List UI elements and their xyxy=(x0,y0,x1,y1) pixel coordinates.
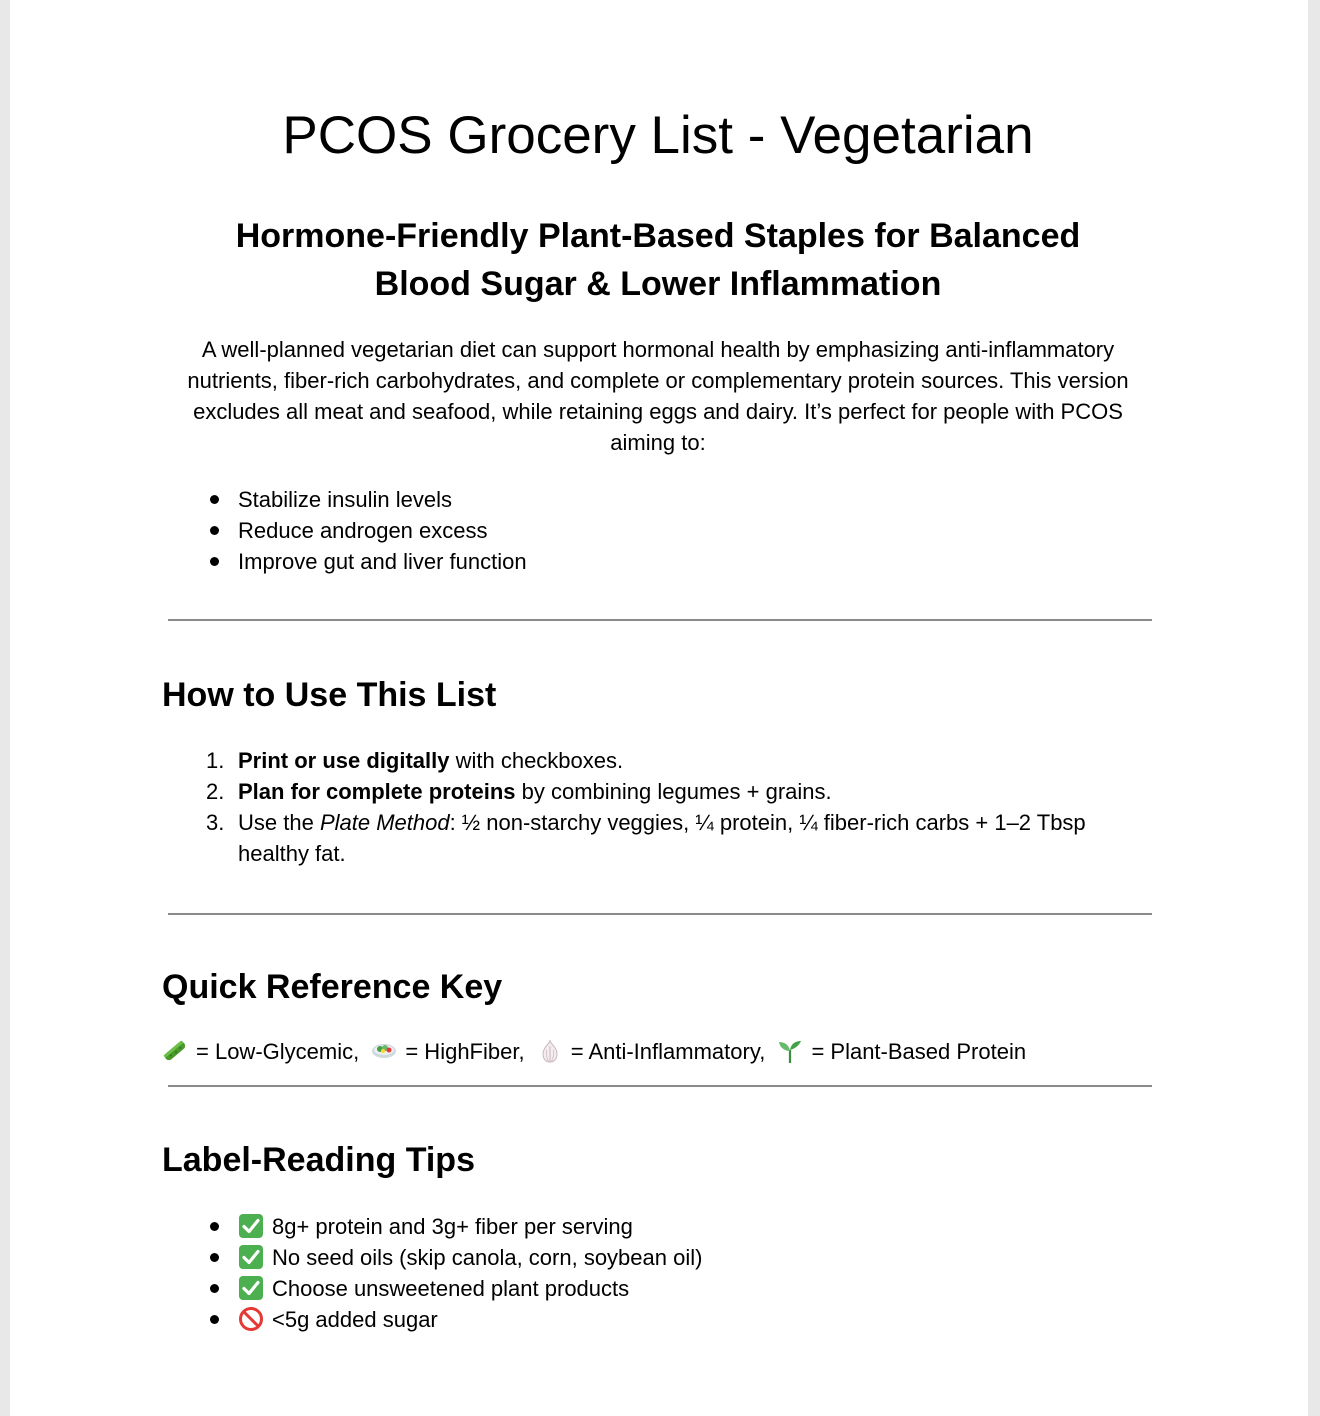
bullet-icon xyxy=(210,1284,219,1293)
bullet-icon xyxy=(210,1253,219,1262)
how-to-use-steps xyxy=(162,745,1154,869)
list-item xyxy=(162,1211,1154,1242)
goals-list xyxy=(162,484,1154,577)
bullet-icon xyxy=(210,1315,219,1324)
reference-key-label: = Low-Glycemic, xyxy=(196,1039,360,1064)
label-tips-list xyxy=(162,1211,1154,1335)
bullet-icon xyxy=(210,557,219,566)
list-item xyxy=(162,515,1154,546)
reference-key-line xyxy=(162,1036,1026,1067)
goal-text: Improve gut and liver function xyxy=(238,549,527,574)
intro-paragraph: A well-planned vegetarian diet can support hormonal health by emphasizing anti-inflammatory nutrients, fiber-rich carbohydrates, and complete or complementary protein sources. This version excludes all meat and seafood, while retaining eggs and dairy. It’s perfect for people with PCOS aiming to: xyxy=(187,337,1129,455)
horizontal-rule xyxy=(168,913,1152,915)
reference-key-label: = Anti-Inflammatory, xyxy=(570,1039,766,1064)
check-mark-icon xyxy=(238,1275,264,1301)
goal-text: Reduce androgen excess xyxy=(238,518,488,543)
step-text: : ½ non-starchy veggies, ¼ protein, ¼ fiber-rich carbs + 1–2 Tbsp healthy fat. xyxy=(238,810,1086,866)
document-title: PCOS Grocery List - Vegetarian xyxy=(282,106,1034,165)
list-item xyxy=(162,745,1154,776)
seedling-icon xyxy=(777,1038,803,1064)
tip-text: <5g added sugar xyxy=(272,1307,438,1332)
bullet-icon xyxy=(210,526,219,535)
list-item xyxy=(162,546,1154,577)
bullet-icon xyxy=(210,1222,219,1231)
goal-text: Stabilize insulin levels xyxy=(238,487,452,512)
list-item xyxy=(162,1242,1154,1273)
list-item xyxy=(162,484,1154,515)
step-number: 2. xyxy=(206,779,225,804)
how-to-use-heading: How to Use This List xyxy=(162,676,497,714)
reference-key-label: = HighFiber, xyxy=(405,1039,525,1064)
list-item xyxy=(162,1273,1154,1304)
horizontal-rule xyxy=(168,619,1152,621)
step-text: with checkboxes. xyxy=(449,748,624,773)
horizontal-rule xyxy=(168,1085,1152,1087)
list-item xyxy=(162,776,1154,807)
check-mark-icon xyxy=(238,1213,264,1239)
list-item xyxy=(162,807,1154,869)
step-number: 3. xyxy=(206,810,225,835)
quick-reference-heading: Quick Reference Key xyxy=(162,968,503,1006)
tip-text: No seed oils (skip canola, corn, soybean oil) xyxy=(272,1245,703,1270)
step-text: by combining legumes + grains. xyxy=(515,779,832,804)
prohibited-icon xyxy=(238,1306,264,1332)
document-subtitle: Hormone-Friendly Plant-Based Staples for Balanced Blood Sugar & Lower Inflammation xyxy=(235,217,1081,303)
step-prefix-text: Use the xyxy=(238,810,320,835)
bullet-icon xyxy=(210,495,219,504)
salad-icon xyxy=(371,1038,397,1064)
cucumber-icon xyxy=(162,1038,188,1064)
tip-text: 8g+ protein and 3g+ fiber per serving xyxy=(272,1214,633,1239)
reference-key-label: = Plant-Based Protein xyxy=(811,1039,1027,1064)
label-reading-heading: Label-Reading Tips xyxy=(162,1141,475,1179)
tip-text: Choose unsweetened plant products xyxy=(272,1276,630,1301)
step-bold-text: Plan for complete proteins xyxy=(238,779,516,804)
step-italic-text: Plate Method xyxy=(319,810,450,835)
garlic-icon xyxy=(537,1038,563,1064)
document-page xyxy=(10,0,1308,1416)
check-mark-icon xyxy=(238,1244,264,1270)
step-bold-text: Print or use digitally xyxy=(238,748,450,773)
list-item xyxy=(162,1304,1154,1335)
step-number: 1. xyxy=(206,748,225,773)
